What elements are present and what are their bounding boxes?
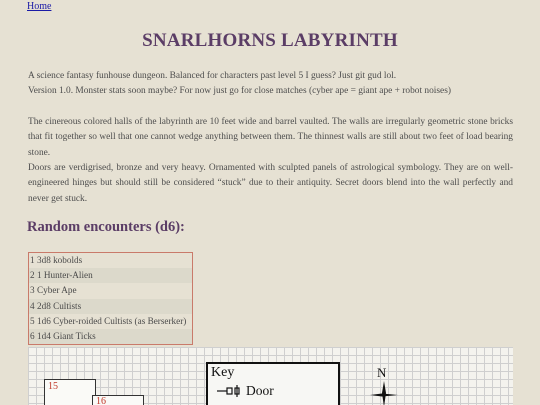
intro-paragraph bbox=[28, 69, 513, 100]
encounters-heading: Random encounters (d6): bbox=[27, 219, 185, 235]
room-number-label: 15 bbox=[48, 381, 58, 392]
compass-north-label: N bbox=[377, 365, 387, 380]
map-key-door-label: Door bbox=[246, 383, 274, 398]
table-row bbox=[29, 314, 193, 329]
result-cell: 1d6 Cyber-roided Cultists (as Berserker) bbox=[37, 315, 187, 326]
home-link[interactable]: Home bbox=[27, 1, 52, 12]
roll-cell: 6 bbox=[30, 331, 35, 342]
roll-cell: 3 bbox=[30, 285, 35, 296]
map-key-title: Key bbox=[211, 365, 235, 380]
encounters-table bbox=[28, 252, 193, 345]
table-row bbox=[29, 299, 193, 314]
result-cell: 3d8 kobolds bbox=[37, 255, 83, 266]
room-number-label: 16 bbox=[96, 396, 106, 405]
intro-version: Version 1.0. Monster stats soon maybe? For now just go for close matches (cyber ape = giant ape + robot noises) bbox=[28, 86, 451, 97]
result-cell: 2d8 Cultists bbox=[37, 300, 82, 311]
result-cell: 1 Hunter-Alien bbox=[37, 270, 93, 281]
doors-paragraph: Doors are verdigrised, bronze and very heavy. Ornamented with sculpted panels of astrological symbology. They are on well-engineered hinges but should still be considered “stuck” due to their antiquity. Secret doors blend into the wall perfectly and never get stuck. bbox=[28, 163, 513, 204]
result-cell: 1d4 Giant Ticks bbox=[37, 331, 96, 342]
table-row bbox=[29, 253, 193, 269]
walls-paragraph: The cinereous colored halls of the labyrinth are 10 feet wide and barrel vaulted. The walls are irregularly geometric stone bricks that fit together so well that one cannot wedge anything between them. The thinnest walls are still about two feet of load bearing stone. bbox=[28, 117, 513, 158]
roll-cell: 4 bbox=[30, 300, 35, 311]
table-row bbox=[29, 329, 193, 345]
roll-cell: 1 bbox=[30, 255, 35, 266]
door-symbol-icon bbox=[217, 385, 243, 397]
dungeon-map-image bbox=[28, 347, 513, 405]
result-cell: Cyber Ape bbox=[37, 285, 77, 296]
roll-cell: 2 bbox=[30, 270, 35, 281]
table-row bbox=[29, 268, 193, 283]
compass-rose-icon bbox=[370, 381, 398, 405]
roll-cell: 5 bbox=[30, 315, 35, 326]
page-title: SNARLHORNS LABYRINTH bbox=[142, 30, 398, 51]
intro-description: A science fantasy funhouse dungeon. Balanced for characters past level 5 I guess? Just git gud lol. bbox=[28, 71, 397, 81]
map-key bbox=[206, 362, 340, 405]
table-row bbox=[29, 283, 193, 298]
